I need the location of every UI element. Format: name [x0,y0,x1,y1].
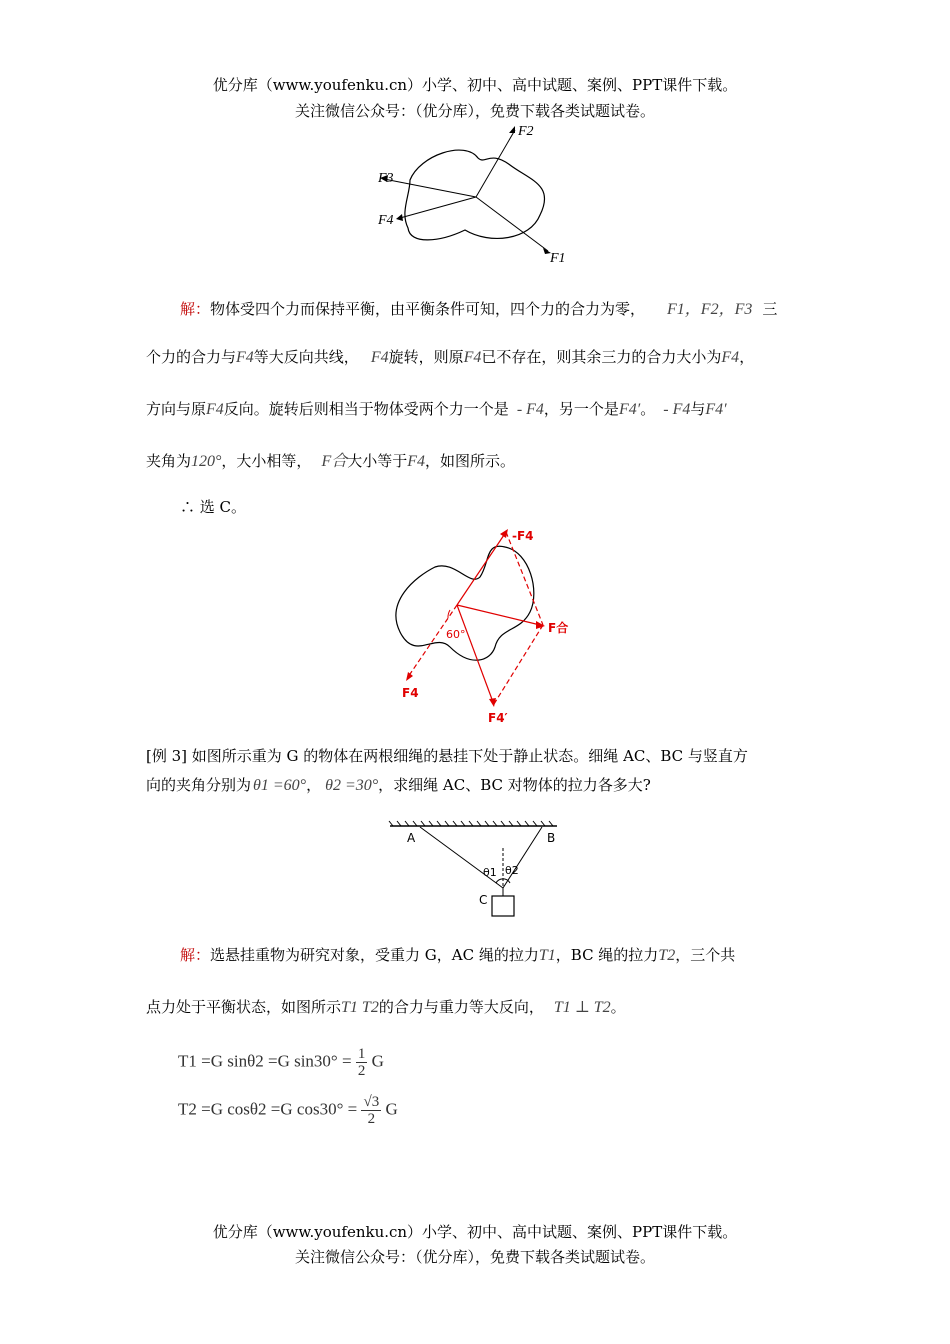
label-a: A [407,831,416,845]
solution1-line2: 个力的合力与F4等大反向共线， F4旋转，则原F4已不存在，则其余三力的合力大小为F4， [146,348,755,366]
label-f4: F4 [378,213,394,228]
label-f3: F3 [378,171,394,186]
label-f4-prime: F4′ [488,711,508,725]
figure-resultant-forces [380,522,580,727]
example3-line2: 向的夹角分别为 θ1 =60°， θ2 =30°，求细绳 AC、BC 对物体的拉力各多大? [146,776,651,794]
label-theta2: θ2 [505,864,519,877]
solution1-line3: 方向与原F4反向。旋转后则相当于物体受两个力一个是 - F4，另一个是F4′。 - F4与F4′ [146,400,727,418]
example3-line1: [例 3] 如图所示重为 G 的物体在两根细绳的悬挂下处于静止状态。细绳 AC、BC 与竖直方 [146,747,748,765]
label-f4: F4 [402,686,419,700]
header-line-1: 优分库（www.youfenku.cn）小学、初中、高中试题、案例、PPT课件下载。 [212,76,738,94]
footer-line-1: 优分库（www.youfenku.cn）小学、初中、高中试题、案例、PPT课件下载。 [212,1223,738,1241]
label-neg-f4: -F4 [512,529,534,543]
solution1-line1: 解：物体受四个力而保持平衡，由平衡条件可知，四个力的合力为零， F1，F2，F3 三 [180,300,778,318]
figure-four-forces [370,120,580,270]
label-theta1: θ1 [483,866,497,879]
formula-t1: T1 =G sinθ2 =G sin30° = $\frac{1}{2}$ G [178,1046,384,1079]
formula-t2: T2 =G cosθ2 =G cos30° = $\frac{√3}{2}$ G [178,1094,398,1127]
label-c: C [479,893,488,907]
label-f1: F1 [550,251,566,266]
solution2-line2: 点力处于平衡状态，如图所示T1 T2的合力与重力等大反向， T1 ⊥ T2。 [146,998,626,1016]
label-f2: F2 [518,124,534,139]
label-60-deg: 60° [446,628,466,641]
solution2-line1: 解：选悬挂重物为研究对象，受重力 G，AC 绳的拉力T1，BC 绳的拉力T2，三个共 [180,946,736,964]
label-b: B [547,831,556,845]
footer-line-2: 关注微信公众号：（优分库），免费下载各类试题试卷。 [294,1248,655,1266]
solution1-line4: 夹角为120°，大小相等， F合大小等于F4，如图所示。 [146,452,516,470]
label-f-he: F合 [548,621,569,635]
figure-hanging-weight [385,818,565,923]
object-outline [396,546,534,660]
solution-label: 解： [180,300,211,318]
solution-label: 解： [180,946,211,964]
solution1-conclusion: ∴ 选 C。 [180,498,247,516]
object-outline [405,150,545,240]
header-line-2: 关注微信公众号：（优分库），免费下载各类试题试卷。 [294,102,655,120]
